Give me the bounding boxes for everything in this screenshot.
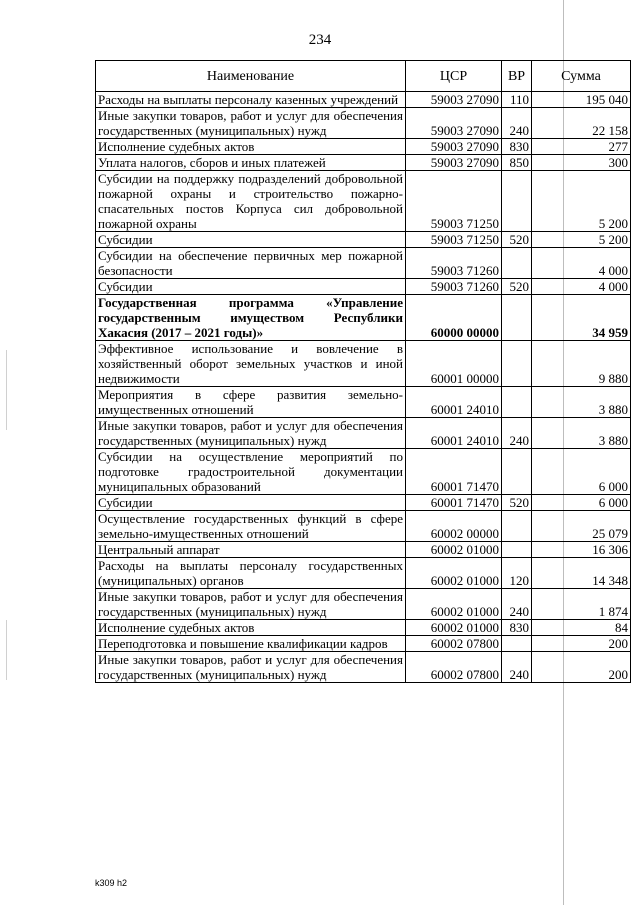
row-vr: 120 bbox=[502, 558, 532, 589]
table-row bbox=[96, 511, 631, 542]
row-code: 60001 71470 bbox=[406, 449, 502, 495]
header-vr: ВР bbox=[502, 61, 532, 92]
row-code: 60001 24010 bbox=[406, 418, 502, 449]
row-sum: 1 874 bbox=[532, 589, 631, 620]
row-name: Субсидии bbox=[96, 495, 406, 511]
row-vr bbox=[502, 387, 532, 418]
row-name: Иные закупки товаров, работ и услуг для обеспечения государственных (муниципальных) нужд bbox=[96, 589, 406, 620]
row-code: 60002 00000 bbox=[406, 511, 502, 542]
table-row bbox=[96, 171, 631, 232]
row-name: Мероприятия в сфере развития земельно-имущественных отношений bbox=[96, 387, 406, 418]
row-name: Субсидии bbox=[96, 232, 406, 248]
row-sum: 3 880 bbox=[532, 418, 631, 449]
row-sum: 195 040 bbox=[532, 92, 631, 108]
row-code: 59003 27090 bbox=[406, 92, 502, 108]
table-row bbox=[96, 92, 631, 108]
table-row bbox=[96, 341, 631, 387]
row-vr bbox=[502, 636, 532, 652]
row-name: Переподготовка и повышение квалификации кадров bbox=[96, 636, 406, 652]
row-name: Субсидии на обеспечение первичных мер пожарной безопасности bbox=[96, 248, 406, 279]
row-name: Расходы на выплаты персоналу государственных (муниципальных) органов bbox=[96, 558, 406, 589]
table-row bbox=[96, 279, 631, 295]
table-row bbox=[96, 620, 631, 636]
row-sum: 6 000 bbox=[532, 495, 631, 511]
row-name: Иные закупки товаров, работ и услуг для обеспечения государственных (муниципальных) нужд bbox=[96, 418, 406, 449]
row-sum: 25 079 bbox=[532, 511, 631, 542]
scan-margin-mark bbox=[6, 620, 7, 680]
header-code: ЦСР bbox=[406, 61, 502, 92]
row-name: Исполнение судебных актов bbox=[96, 620, 406, 636]
row-vr bbox=[502, 511, 532, 542]
row-code: 59003 27090 bbox=[406, 155, 502, 171]
row-sum: 6 000 bbox=[532, 449, 631, 495]
row-code: 60001 00000 bbox=[406, 341, 502, 387]
row-name: Уплата налогов, сборов и иных платежей bbox=[96, 155, 406, 171]
row-code: 59003 27090 bbox=[406, 139, 502, 155]
row-code: 59003 71260 bbox=[406, 248, 502, 279]
scan-margin-mark bbox=[6, 350, 7, 430]
row-vr: 520 bbox=[502, 495, 532, 511]
table-row bbox=[96, 232, 631, 248]
row-name: Государственная программа «Управление государственным имуществом Республики Хакасия (2017 – 2021 годы)» bbox=[96, 295, 406, 341]
row-sum: 5 200 bbox=[532, 171, 631, 232]
row-code: 60002 07800 bbox=[406, 636, 502, 652]
table-row bbox=[96, 139, 631, 155]
row-sum: 277 bbox=[532, 139, 631, 155]
page-number: 234 bbox=[308, 32, 332, 48]
row-sum: 200 bbox=[532, 636, 631, 652]
table-row bbox=[96, 652, 631, 683]
table-row bbox=[96, 155, 631, 171]
table-row bbox=[96, 295, 631, 341]
row-sum: 22 158 bbox=[532, 108, 631, 139]
table-row bbox=[96, 495, 631, 511]
row-name: Иные закупки товаров, работ и услуг для обеспечения государственных (муниципальных) нужд bbox=[96, 652, 406, 683]
row-code: 59003 27090 bbox=[406, 108, 502, 139]
row-sum: 16 306 bbox=[532, 542, 631, 558]
row-vr: 520 bbox=[502, 279, 532, 295]
row-code: 60002 01000 bbox=[406, 589, 502, 620]
row-sum: 5 200 bbox=[532, 232, 631, 248]
row-sum: 3 880 bbox=[532, 387, 631, 418]
row-vr: 110 bbox=[502, 92, 532, 108]
row-vr bbox=[502, 449, 532, 495]
row-code: 59003 71260 bbox=[406, 279, 502, 295]
row-sum: 34 959 bbox=[532, 295, 631, 341]
table-row bbox=[96, 589, 631, 620]
row-code: 60001 71470 bbox=[406, 495, 502, 511]
row-name: Исполнение судебных актов bbox=[96, 139, 406, 155]
row-sum: 9 880 bbox=[532, 341, 631, 387]
table-row bbox=[96, 558, 631, 589]
table-row bbox=[96, 387, 631, 418]
row-name: Осуществление государственных функций в сфере земельно-имущественных отношений bbox=[96, 511, 406, 542]
row-code: 60001 24010 bbox=[406, 387, 502, 418]
row-code: 60000 00000 bbox=[406, 295, 502, 341]
row-vr: 520 bbox=[502, 232, 532, 248]
row-vr: 830 bbox=[502, 620, 532, 636]
row-vr: 240 bbox=[502, 652, 532, 683]
table-row bbox=[96, 108, 631, 139]
row-name: Субсидии на осуществление мероприятий по подготовке градостроительной документации муниципальных образований bbox=[96, 449, 406, 495]
row-vr bbox=[502, 248, 532, 279]
row-name: Расходы на выплаты персоналу казенных учреждений bbox=[96, 92, 406, 108]
row-name: Субсидии bbox=[96, 279, 406, 295]
row-vr bbox=[502, 341, 532, 387]
table-row bbox=[96, 418, 631, 449]
header-name: Наименование bbox=[96, 61, 406, 92]
table-header-row bbox=[96, 61, 631, 92]
table-row bbox=[96, 636, 631, 652]
header-sum: Сумма bbox=[532, 61, 631, 92]
table-row bbox=[96, 248, 631, 279]
row-code: 60002 07800 bbox=[406, 652, 502, 683]
row-sum: 14 348 bbox=[532, 558, 631, 589]
table-row bbox=[96, 449, 631, 495]
row-code: 60002 01000 bbox=[406, 542, 502, 558]
document-footer-code: k309 h2 bbox=[95, 878, 128, 888]
row-code: 60002 01000 bbox=[406, 558, 502, 589]
row-vr: 850 bbox=[502, 155, 532, 171]
row-code: 59003 71250 bbox=[406, 232, 502, 248]
row-vr: 240 bbox=[502, 589, 532, 620]
budget-table bbox=[95, 60, 631, 683]
row-vr: 830 bbox=[502, 139, 532, 155]
row-name: Иные закупки товаров, работ и услуг для обеспечения государственных (муниципальных) нужд bbox=[96, 108, 406, 139]
row-vr bbox=[502, 295, 532, 341]
row-vr: 240 bbox=[502, 108, 532, 139]
row-sum: 4 000 bbox=[532, 248, 631, 279]
row-name: Эффективное использование и вовлечение в хозяйственный оборот земельных участков и иной недвижимости bbox=[96, 341, 406, 387]
row-vr bbox=[502, 171, 532, 232]
row-name: Центральный аппарат bbox=[96, 542, 406, 558]
row-sum: 84 bbox=[532, 620, 631, 636]
row-sum: 200 bbox=[532, 652, 631, 683]
row-code: 59003 71250 bbox=[406, 171, 502, 232]
row-vr: 240 bbox=[502, 418, 532, 449]
row-vr bbox=[502, 542, 532, 558]
row-sum: 300 bbox=[532, 155, 631, 171]
row-code: 60002 01000 bbox=[406, 620, 502, 636]
table-row bbox=[96, 542, 631, 558]
row-sum: 4 000 bbox=[532, 279, 631, 295]
row-name: Субсидии на поддержку подразделений добровольной пожарной охраны и строительство пожарно-спасательных постов Корпуса сил добровольной пожарной охраны bbox=[96, 171, 406, 232]
